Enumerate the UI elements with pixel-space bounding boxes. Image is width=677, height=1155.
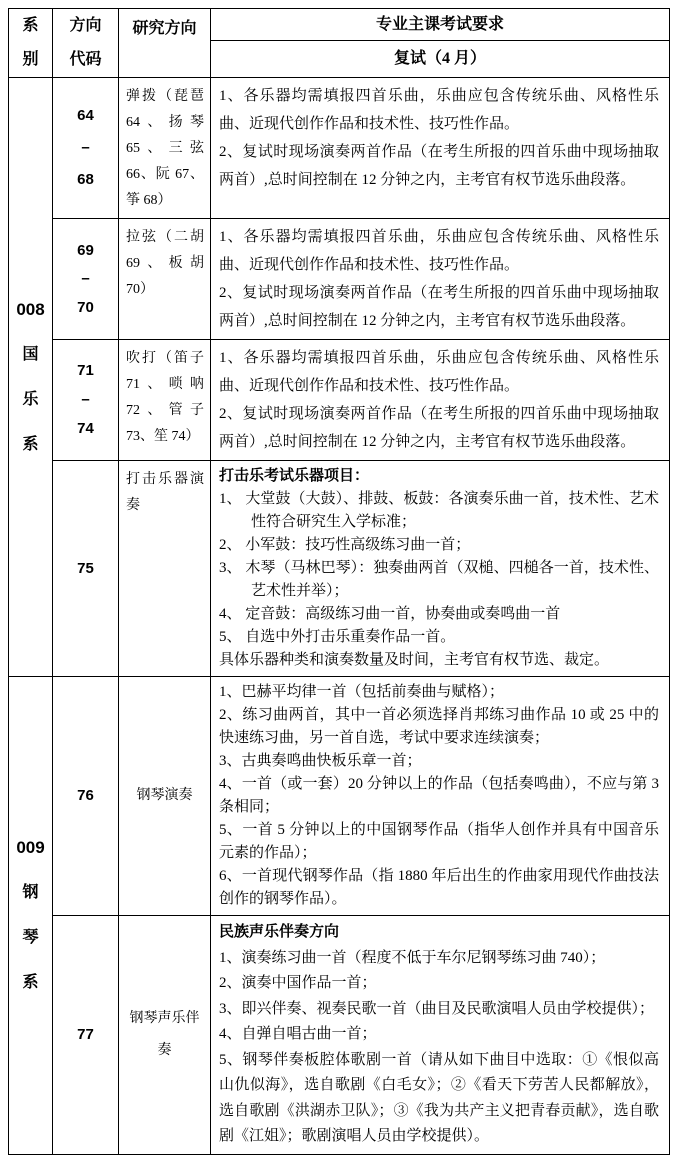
department-name-char: 乐 [22, 391, 39, 408]
code-76: 76 [77, 787, 94, 804]
header-code-line1: 方向 [69, 17, 102, 34]
department-008-block [9, 287, 52, 467]
requirement-line: 4、 定音鼓：高级练习曲一首，协奏曲或奏鸣曲一首 [219, 606, 561, 622]
code-start: 69 [77, 241, 94, 259]
department-name-char: 系 [22, 436, 39, 453]
header-code-line2: 代码 [69, 51, 102, 68]
department-name-char: 钢 [22, 884, 39, 902]
requirement-line: 2、 小军鼓：技巧性高级练习曲一首； [219, 537, 471, 553]
direction-cell-chuida: 吹打（笛子 71、唢呐 72、管子 73、笙 74） [119, 340, 211, 461]
requirements-cell-percussion [211, 461, 670, 677]
code-cell-64-68 [53, 78, 119, 219]
header-department-line1: 系 [22, 17, 39, 34]
requirement-line: 3、古典奏鸣曲快板乐章一首； [219, 753, 422, 769]
requirement-line: 5、钢琴伴奏板腔体歌剧一首（请从如下曲目中选取：①《恨似高山仇似海》，选自歌剧《白毛女》；②《看天下劳苦人民都解放》，选自歌剧《洪湖赤卫队》；③《我为共产主义把青春贡献》，选自歌剧《江姐》；歌剧演唱人员由学校提供）。 [219, 1051, 659, 1144]
code-start: 71 [77, 362, 94, 380]
requirement-line: 1、 大堂鼓（大鼓）、排鼓、板鼓：各演奏乐曲一首，技术性、艺术性符合研究生入学标准； [219, 491, 659, 530]
requirements-cell-chuida [211, 340, 670, 461]
requirement-line: 2、演奏中国作品一首； [219, 975, 377, 991]
direction-cell-laxian: 拉弦（二胡 69、板胡 70） [119, 219, 211, 340]
requirement-line: 4、自弹自唱古曲一首； [219, 1026, 377, 1042]
requirement-line: 1、演奏练习曲一首（程度不低于车尔尼钢琴练习曲 740）； [219, 949, 606, 966]
code-cell-75 [53, 461, 119, 677]
header-cell-direction [119, 9, 211, 78]
department-name-char: 国 [22, 346, 39, 363]
requirement-heading: 民族声乐伴奏方向 [219, 924, 340, 940]
requirement-line: 1、各乐器均需填报四首乐曲，乐曲应包含传统乐曲、风格性乐曲、近现代创作作品和技术性、技巧性作品。 [219, 88, 659, 132]
department-code-008: 008 [16, 300, 45, 319]
department-cell-009-gangqin [9, 677, 53, 1155]
direction-cell-percussion: 打击乐器演奏 [119, 461, 211, 677]
code-cell-77 [53, 916, 119, 1155]
code-start: 64 [77, 107, 94, 124]
requirement-line: 4、一首（或一套）20 分钟以上的作品（包括奏鸣曲），不应与第 3 条相同； [219, 776, 659, 815]
requirement-line: 5、 自选中外打击乐重奏作品一首。 [219, 629, 456, 645]
requirement-line: 2、复试时现场演奏两首作品（在考生所报的四首乐曲中现场抽取两首）,总时间控制在 12 分钟之内，主考官有权节选乐曲段落。 [219, 144, 659, 188]
requirement-line: 1、各乐器均需填报四首乐曲，乐曲应包含传统乐曲、风格性乐曲、近现代创作作品和技术性、技巧性作品。 [219, 350, 659, 394]
department-name-char: 琴 [22, 929, 39, 947]
code-cell-76 [53, 677, 119, 916]
code-dash: – [81, 139, 90, 156]
code-range-64-68 [53, 93, 118, 203]
department-code-009: 009 [16, 838, 45, 858]
requirements-cell-piano-accompaniment [211, 916, 670, 1155]
code-dash: – [81, 391, 90, 408]
direction-cell-piano-performance: 钢琴演奏 [119, 677, 211, 916]
header-cell-requirements [211, 9, 670, 41]
requirement-heading: 打击乐考试乐器项目： [219, 468, 370, 484]
code-77: 77 [77, 1025, 94, 1043]
direction-cell-piano-accompaniment: 钢琴声乐伴奏 [119, 916, 211, 1155]
header-direction-label: 研究方向 [132, 20, 197, 37]
code-cell-71-74 [53, 340, 119, 461]
code-end: 70 [77, 298, 94, 316]
header-cell-retest [211, 41, 670, 78]
requirement-line: 2、练习曲两首，其中一首必须选择肖邦练习曲作品 10 或 25 中的快速练习曲，另一首自选，考试中要求连续演奏； [219, 707, 659, 746]
department-cell-008-guoyue [9, 78, 53, 677]
exam-requirements-table [8, 8, 670, 1155]
requirements-cell-tanbo [211, 78, 670, 219]
code-end: 68 [77, 171, 94, 188]
code-dash: – [81, 270, 90, 287]
requirement-line: 1、巴赫平均律一首（包括前奏曲与赋格）； [219, 684, 505, 700]
requirement-line: 5、一首 5 分钟以上的中国钢琴作品（指华人创作并具有中国音乐元素的作品）； [219, 822, 659, 861]
code-end: 74 [77, 419, 94, 437]
header-department-line2: 别 [22, 51, 39, 68]
department-009-block [9, 825, 52, 1005]
requirement-line: 3、即兴伴奏、视奏民歌一首（曲目及民歌演唱人员由学校提供）； [219, 1000, 655, 1017]
department-name-char: 系 [22, 974, 39, 992]
requirement-line: 6、一首现代钢琴作品（指 1880 年后出生的作曲家用现代作曲技法创作的钢琴作品）。 [219, 868, 659, 907]
code-cell-69-70 [53, 219, 119, 340]
requirement-line: 3、 木琴（马林巴琴）：独奏曲两首（双槌、四槌各一首，技术性、艺术性并举）； [219, 560, 659, 599]
requirement-footer: 具体乐器种类和演奏数量及时间，主考官有权节选、裁定。 [219, 652, 610, 668]
code-75: 75 [77, 559, 94, 577]
requirement-line: 2、复试时现场演奏两首作品（在考生所报的四首乐曲中现场抽取两首）,总时间控制在 12 分钟之内，主考官有权节选乐曲段落。 [219, 285, 659, 329]
header-cell-code [53, 9, 119, 78]
requirement-line: 1、各乐器均需填报四首乐曲，乐曲应包含传统乐曲、风格性乐曲、近现代创作作品和技术性、技巧性作品。 [219, 229, 659, 273]
code-range-69-70 [53, 231, 118, 327]
requirements-cell-piano-performance [211, 677, 670, 916]
direction-cell-tanbo: 弹拨（琵琶 64、扬琴 65、三弦 66、阮 67、筝 68） [119, 78, 211, 219]
header-cell-department [9, 9, 53, 78]
requirement-line: 2、复试时现场演奏两首作品（在考生所报的四首乐曲中现场抽取两首）,总时间控制在 12 分钟之内，主考官有权节选乐曲段落。 [219, 406, 659, 450]
header-retest-label: 复试（4 月） [393, 50, 486, 68]
requirements-cell-laxian [211, 219, 670, 340]
code-range-71-74 [53, 352, 118, 449]
header-requirements-label: 专业主课考试要求 [375, 15, 504, 33]
